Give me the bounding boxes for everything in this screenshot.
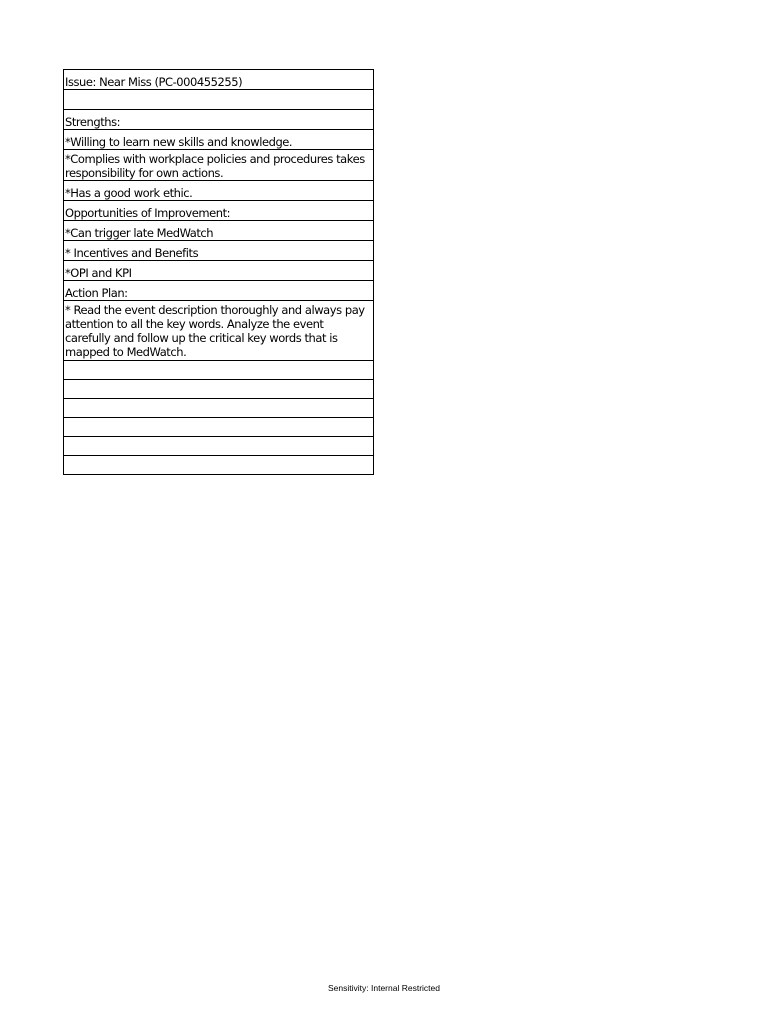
improvement-item-cell: *Can trigger late MedWatch: [64, 221, 374, 241]
strength-item-cell: *Has a good work ethic.: [64, 181, 374, 201]
improvement-heading-cell: Opportunities of Improvement:: [64, 201, 374, 221]
table-row: [64, 110, 374, 130]
empty-cell: [64, 437, 374, 456]
table-row: [64, 301, 374, 361]
action-plan-item-cell: * Read the event description thoroughly and always pay attention to all the key words. Analyze the event carefully and follow up the critical key words that is mapped to MedWatch.: [64, 301, 374, 361]
table-row: [64, 456, 374, 475]
table-row: [64, 241, 374, 261]
improvement-item-cell: *OPI and KPI: [64, 261, 374, 281]
empty-cell: [64, 90, 374, 110]
empty-cell: [64, 361, 374, 380]
table-row: [64, 90, 374, 110]
table-row: [64, 221, 374, 241]
improvement-item-cell: * Incentives and Benefits: [64, 241, 374, 261]
empty-cell: [64, 399, 374, 418]
strengths-heading-cell: Strengths:: [64, 110, 374, 130]
table-row: [64, 150, 374, 181]
table-row: [64, 201, 374, 221]
empty-cell: [64, 380, 374, 399]
table-row: [64, 261, 374, 281]
table-row: [64, 380, 374, 399]
strength-item-cell: *Willing to learn new skills and knowledge.: [64, 130, 374, 150]
table-row: [64, 399, 374, 418]
strength-item-cell: *Complies with workplace policies and procedures takes responsibility for own actions.: [64, 150, 374, 181]
issue-cell: Issue: Near Miss (PC-000455255): [64, 70, 374, 90]
table-row: [64, 281, 374, 301]
sensitivity-footer: Sensitivity: Internal Restricted: [328, 983, 440, 993]
table-row: [64, 70, 374, 90]
empty-cell: [64, 418, 374, 437]
table-row: [64, 437, 374, 456]
table-row: [64, 418, 374, 437]
evaluation-table: [63, 69, 374, 475]
action-plan-heading-cell: Action Plan:: [64, 281, 374, 301]
table-row: [64, 181, 374, 201]
empty-cell: [64, 456, 374, 475]
table-row: [64, 130, 374, 150]
table-row: [64, 361, 374, 380]
